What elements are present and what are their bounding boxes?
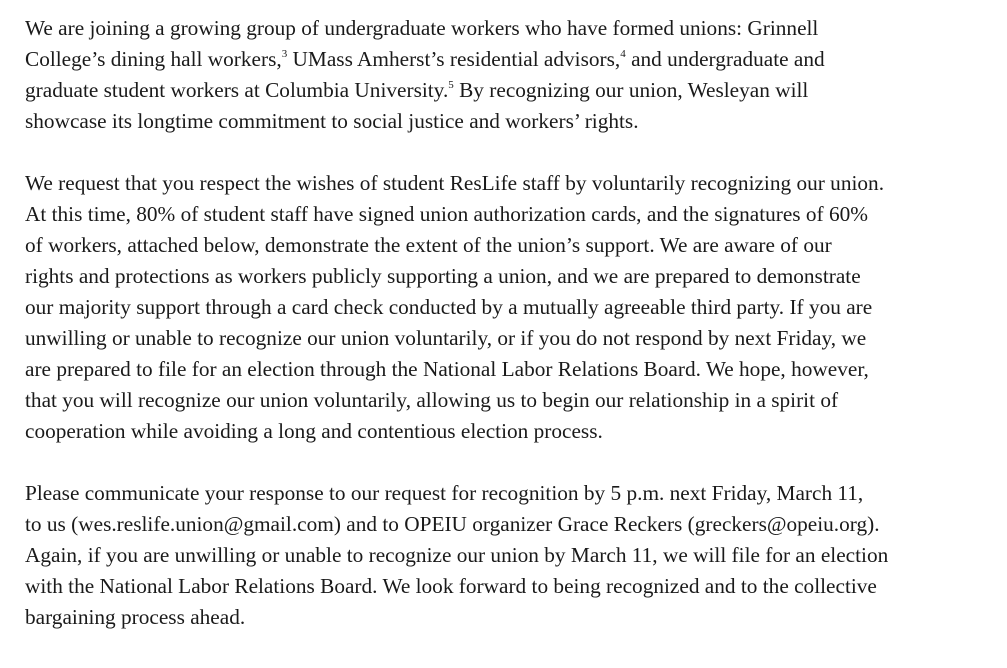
text-run: of workers, attached below, demonstrate the extent of the union’s support. We are aware of our: [25, 233, 832, 257]
text-run: We request that you respect the wishes of student ResLife staff by voluntarily recognizing our union.: [25, 171, 885, 195]
text-run: unwilling or unable to recognize our union voluntarily, or if you do not respond by next Friday, we: [25, 326, 867, 350]
text-run: that you will recognize our union voluntarily, allowing us to begin our relationship in a spirit of: [25, 388, 839, 412]
text-run: At this time, 80% of student staff have signed union authorization cards, and the signatures of 60%: [25, 202, 869, 226]
text-run: We are joining a growing group of undergraduate workers who have formed unions: Grinnell: [25, 16, 819, 40]
paragraph-1: [25, 13, 987, 137]
footnote-reference: 4: [620, 48, 626, 60]
text-run: By recognizing our union, Wesleyan will: [453, 78, 809, 102]
text-line: [25, 44, 987, 75]
text-run: rights and protections as workers publicly supporting a union, and we are prepared to demonstrate: [25, 264, 861, 288]
text-run: Please communicate your response to our request for recognition by 5 p.m. next Friday, March 11,: [25, 481, 864, 505]
footnote-reference: 3: [281, 48, 288, 60]
text-line: [25, 478, 987, 509]
text-line: [25, 292, 987, 323]
text-line: [25, 385, 987, 416]
text-run: and undergraduate and: [625, 47, 825, 71]
text-run: are prepared to file for an election through the National Labor Relations Board. We hope, however,: [25, 357, 869, 381]
text-line: [25, 571, 987, 602]
text-line: [25, 540, 987, 571]
text-line: [25, 354, 987, 385]
text-run: cooperation while avoiding a long and contentious election process.: [25, 419, 603, 443]
text-run: graduate student workers at Columbia University.: [25, 78, 449, 102]
text-run: bargaining process ahead.: [25, 605, 246, 629]
text-line: [25, 13, 987, 44]
text-run: College’s dining hall workers,: [25, 47, 282, 71]
text-line: [25, 75, 987, 106]
text-line: [25, 416, 987, 447]
text-run: with the National Labor Relations Board. We look forward to being recognized and to the collective: [25, 574, 877, 598]
text-line: [25, 261, 987, 292]
text-run: Again, if you are unwilling or unable to recognize our union by March 11, we will file for an election: [25, 543, 889, 567]
footnote-reference: 5: [448, 79, 454, 91]
text-line: [25, 230, 987, 261]
text-line: [25, 106, 987, 137]
text-run: to us (wes.reslife.union@gmail.com) and to OPEIU organizer Grace Reckers (greckers@opeiu.org).: [25, 512, 880, 536]
paragraph-2: [25, 168, 987, 447]
text-line: [25, 199, 987, 230]
text-line: [25, 323, 987, 354]
text-line: [25, 168, 987, 199]
text-line: [25, 509, 987, 540]
text-run: UMass Amherst’s residential advisors,: [287, 47, 621, 71]
paragraph-3: [25, 478, 987, 633]
text-run: showcase its longtime commitment to social justice and workers’ rights.: [25, 109, 639, 133]
text-run: our majority support through a card check conducted by a mutually agreeable third party. If you are: [25, 295, 873, 319]
text-line: [25, 602, 987, 633]
